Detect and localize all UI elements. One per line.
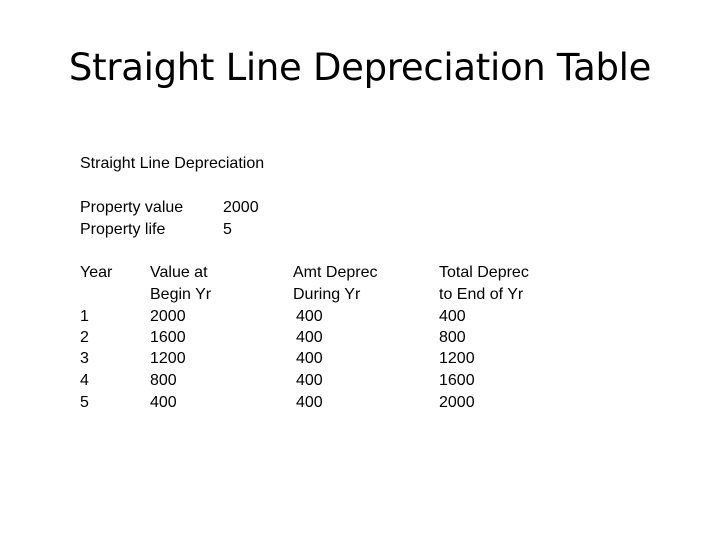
cell-total-deprec: 400 [439, 308, 466, 325]
property-life: 5 [223, 221, 232, 238]
cell-year: 5 [80, 394, 89, 411]
cell-amt-deprec: 400 [296, 308, 323, 325]
cell-amt-deprec: 400 [296, 394, 323, 411]
cell-begin-value: 2000 [150, 308, 186, 325]
column-header-year: Year [80, 264, 113, 281]
cell-year: 4 [80, 372, 89, 389]
cell-amt-deprec: 400 [296, 350, 323, 367]
cell-total-deprec: 800 [439, 329, 466, 346]
cell-begin-value: 1200 [150, 350, 186, 367]
column-header-total-line2: to End of Yr [439, 286, 524, 303]
property-value-label: Property value [80, 199, 184, 216]
cell-year: 1 [80, 308, 89, 325]
column-header-total-line1: Total Deprec [439, 264, 529, 281]
column-header-amt-line2: During Yr [293, 286, 361, 303]
property-life-label: Property life [80, 221, 166, 238]
cell-amt-deprec: 400 [296, 329, 323, 346]
cell-total-deprec: 1600 [439, 372, 475, 389]
column-header-amt-line1: Amt Deprec [293, 264, 378, 281]
slide-title: Straight Line Depreciation Table [68, 46, 652, 89]
property-value: 2000 [223, 199, 259, 216]
cell-amt-deprec: 400 [296, 372, 323, 389]
column-header-value-line1: Value at [150, 264, 208, 281]
table-heading: Straight Line Depreciation [80, 155, 265, 172]
cell-begin-value: 800 [150, 372, 177, 389]
cell-total-deprec: 2000 [439, 394, 475, 411]
cell-begin-value: 400 [150, 394, 177, 411]
cell-year: 3 [80, 350, 89, 367]
cell-year: 2 [80, 329, 89, 346]
column-header-value-line2: Begin Yr [150, 286, 212, 303]
cell-begin-value: 1600 [150, 329, 186, 346]
cell-total-deprec: 1200 [439, 350, 475, 367]
